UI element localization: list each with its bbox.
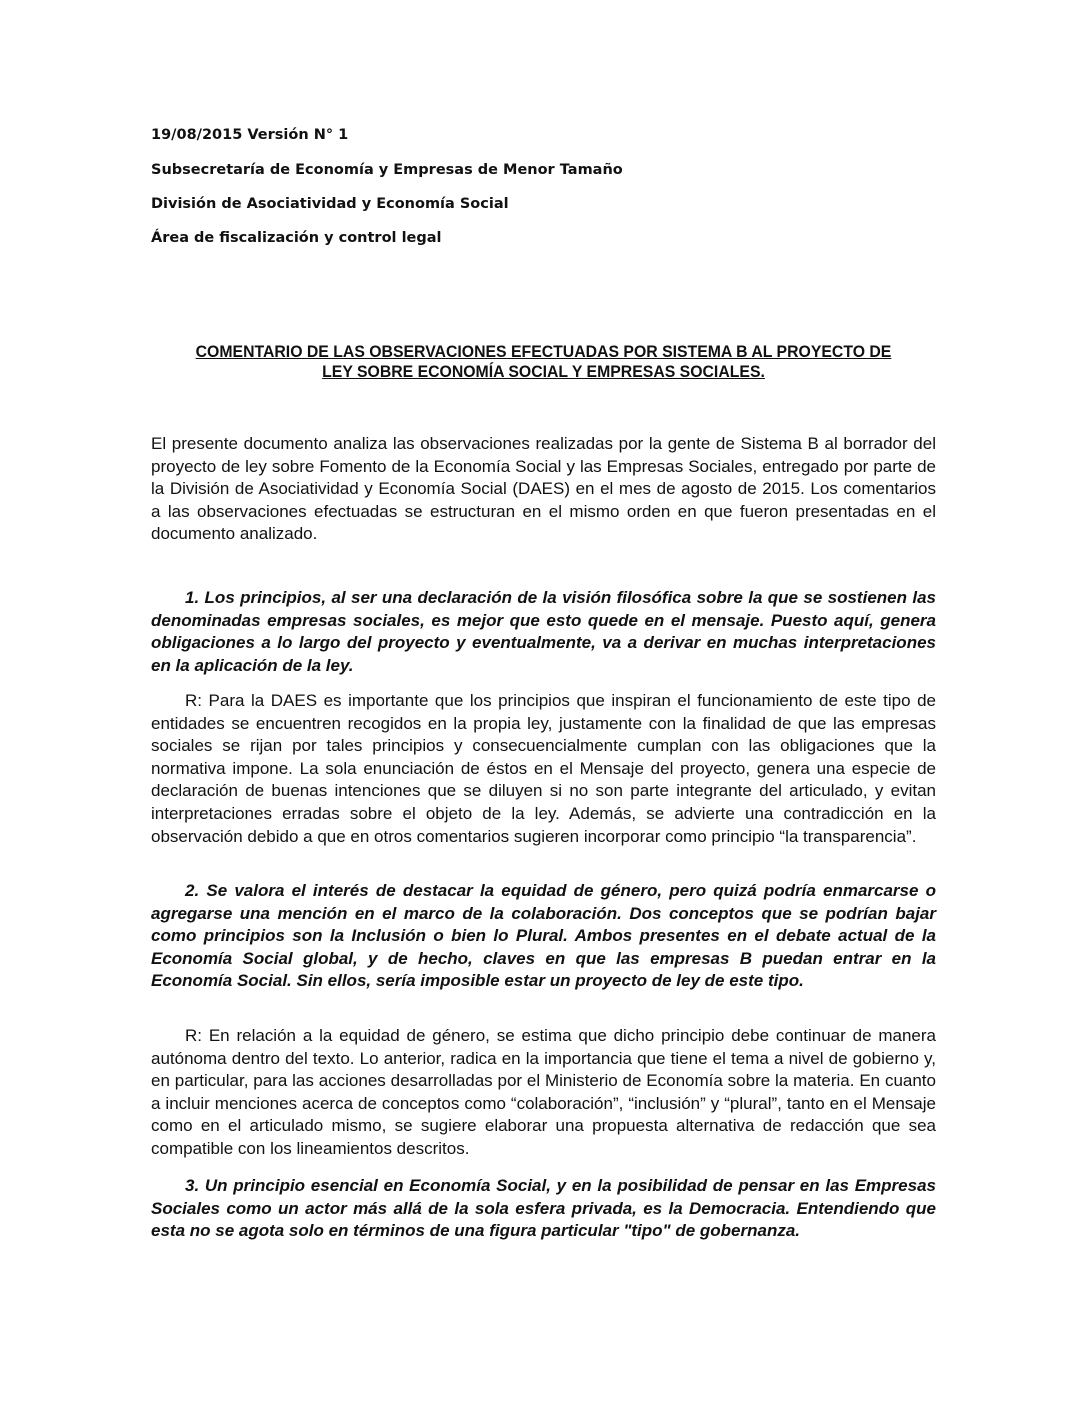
intro-paragraph: El presente documento analiza las observaciones realizadas por la gente de Sistema B al borrador del proyecto de ley sobre Fomento de la Economía Social y las Empresas Sociales, entregado por parte de la División de Asociatividad y Economía Social (DAES) en el mes de agosto de 2015. Los comentarios a las observaciones efectuadas se estructuran en el mismo orden en que fueron presentadas en el documento analizado. (151, 434, 936, 544)
observation-2: 2. Se valora el interés de destacar la equidad de género, pero quizá podría enmarcarse o agregarse una mención en el marco de la colaboración. Dos conceptos que se podrían bajar como principios son la Inclusión o bien lo Plural. Ambos presentes en el debate actual de la Economía Social global, y de hecho, claves en que las empresas B puedan entrar en la Economía Social. Sin ellos, sería imposible estar un proyecto de ley de este tipo. (151, 881, 936, 991)
response-1: R: Para la DAES es importante que los principios que inspiran el funcionamiento de este tipo de entidades se encuentren recogidos en la propia ley, justamente con la finalidad de que las empresas sociales se rijan por tales principios y consecuencialmente cumplan con las obligaciones que la normativa impone. La sola enunciación de éstos en el Mensaje del proyecto, genera una especie de declaración de buenas intenciones que se diluyen si no son parte integrante del articulado, y evitan interpretaciones erradas sobre el objeto de la ley. Además, se advierte una contradicción en la observación debido a que en otros comentarios sugieren incorporar como principio “la transparencia”. (151, 691, 936, 846)
observation-1: 1. Los principios, al ser una declaración de la visión filosófica sobre la que se sostienen las denominadas empresas sociales, es mejor que esto quede en el mensaje. Puesto aquí, genera obligaciones a lo largo del proyecto y eventualmente, va a derivar en muchas interpretaciones en la aplicación de la ley. (151, 588, 936, 675)
division-line: División de Asociatividad y Economía Social (151, 196, 509, 212)
document-title: COMENTARIO DE LAS OBSERVACIONES EFECTUADAS POR SISTEMA B AL PROYECTO DE LEY SOBRE ECONOMÍA SOCIAL Y EMPRESAS SOCIALES. (195, 342, 892, 381)
version-line: 19/08/2015 Versión N° 1 (151, 127, 349, 143)
area-line: Área de fiscalización y control legal (151, 230, 442, 246)
subsecretaria-line: Subsecretaría de Economía y Empresas de Menor Tamaño (151, 162, 623, 178)
response-2: R: En relación a la equidad de género, se estima que dicho principio debe continuar de manera autónoma dentro del texto. Lo anterior, radica en la importancia que tiene el tema a nivel de gobierno y, en particular, para las acciones desarrolladas por el Ministerio de Economía sobre la materia. En cuanto a incluir menciones acerca de conceptos como “colaboración”, “inclusión” y “plural”, tanto en el Mensaje como en el articulado mismo, se sugiere elaborar una propuesta alternativa de redacción que sea compatible con los lineamientos descritos. (151, 1026, 936, 1158)
observation-3: 3. Un principio esencial en Economía Social, y en la posibilidad de pensar en las Empresas Sociales como un actor más allá de la sola esfera privada, es la Democracia. Entendiendo que esta no se agota solo en términos de una figura particular "tipo" de gobernanza. (151, 1176, 936, 1241)
